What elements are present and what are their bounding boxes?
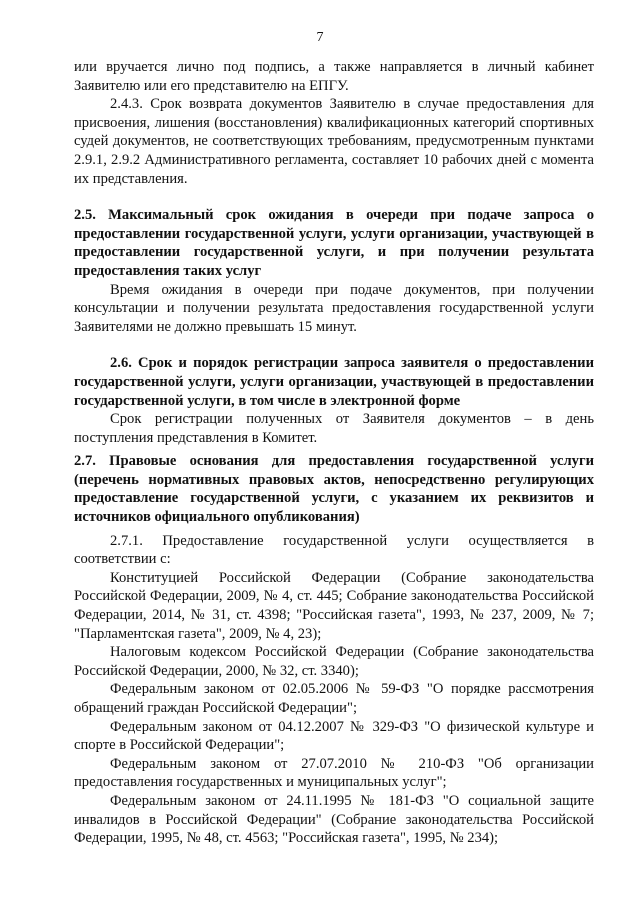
heading-2-7: 2.7. Правовые основания для предоставления государственной услуги (перечень нормативных правовых актов, непосредственно регулирующих предоставление государственной услуги, с указанием их реквизитов и источников официального опубликования)	[74, 453, 594, 526]
heading-2-6: 2.6. Срок и порядок регистрации запроса заявителя о предоставлении государственной услуги, услуги организации, участвующей в предоставлении государственной услуги, в том числе в электронной форме	[74, 355, 594, 409]
paragraph-constitution: Конституцией Российской Федерации (Собрание законодательства Российской Федерации, 2009, № 4, ст. 445; Собрание законодательства Российской Федерации, 2014, № 31, ст. 4398; "Российская газета", 1993, № 237, 2009, № 7; "Парламентская газета", 2009, № 4, 23);	[74, 569, 594, 642]
heading-2-5: 2.5. Максимальный срок ожидания в очереди при подаче запроса о предоставлении государственной услуги, услуги организации, участвующей в предоставлении государственной услуги, и при получении результата предоставления таких услуг	[74, 207, 594, 279]
paragraph-tax-code: Налоговым кодексом Российской Федерации (Собрание законодательства Российской Федерации, 2000, № 32, ст. 3340);	[74, 644, 594, 679]
paragraph-law-59-fz: Федеральным законом от 02.05.2006 № 59-ФЗ "О порядке рассмотрения обращений граждан Российской Федерации";	[74, 681, 594, 716]
paragraph-law-181-fz: Федеральным законом от 24.11.1995 № 181-ФЗ "О социальной защите инвалидов в Российской Федерации" (Собрание законодательства Российской Федерации, 1995, № 48, ст. 4563; "Российская газета", 1995, № 234);	[74, 792, 594, 847]
paragraph-waiting-time: Время ожидания в очереди при подаче документов, при получении консультации и получении результата предоставления государственной услуги Заявителями не должно превышать 15 минут.	[74, 281, 594, 335]
paragraph-2-7-1: 2.7.1. Предоставление государственной услуги осуществляется в соответствии с:	[74, 532, 594, 568]
page-number: 7	[316, 30, 324, 45]
paragraph-2-4-3: 2.4.3. Срок возврата документов Заявителю в случае предоставления для присвоения, лишения (восстановления) квалификационных категорий спортивных судей документов, не соответствующих требованиям, предусмотренным пунктами 2.9.1, 2.9.2 Административного регламента, составляет 10 рабочих дней с момента их представления.	[74, 96, 594, 187]
paragraph-law-329-fz: Федеральным законом от 04.12.2007 № 329-ФЗ "О физической культуре и спорте в Российской Федерации";	[74, 718, 594, 754]
document-body	[74, 58, 594, 848]
paragraph-delivery: или вручается лично под подпись, а также направляется в личный кабинет Заявителю или его представителю на ЕПГУ.	[74, 59, 594, 94]
paragraph-registration-term: Срок регистрации полученных от Заявителя документов – в день поступления представления в Комитет.	[74, 411, 594, 446]
paragraph-law-210-fz: Федеральным законом от 27.07.2010 № 210-ФЗ "Об организации предоставления государственных и муниципальных услуг";	[74, 755, 594, 791]
